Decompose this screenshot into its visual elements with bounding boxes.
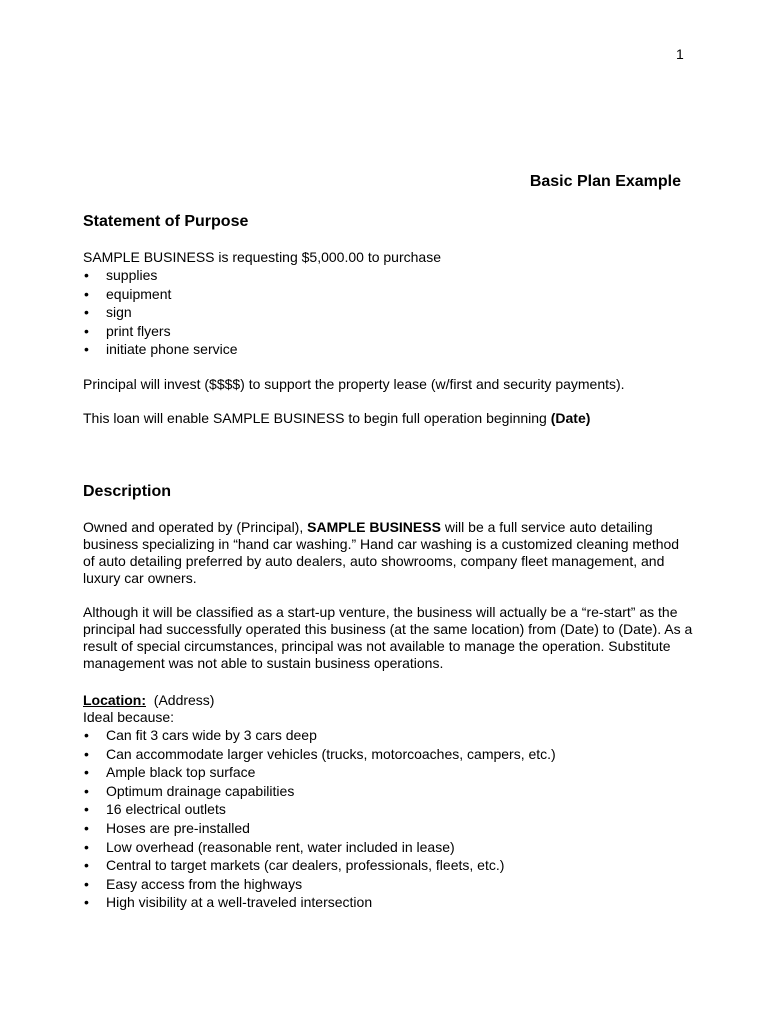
list-item: • print flyers [84,322,171,339]
list-item: • Can fit 3 cars wide by 3 cars deep [84,727,317,743]
list-item: • sign [84,304,132,321]
loan-text: This loan will enable SAMPLE BUSINESS to begin full operation beginning (Date) [83,409,591,426]
bullet-icon: • [84,285,89,302]
location-line [83,692,693,709]
business-name: SAMPLE BUSINESS [307,519,441,535]
bullet-icon: • [84,764,89,781]
purchase-items-list [83,266,693,359]
bullet-icon: • [84,819,89,836]
location-label: Location: [83,692,146,708]
list-item: • Easy access from the highways [84,875,303,892]
list-item: • Can accommodate larger vehicles (trucks, motorcoaches, campers, etc.) [84,745,556,762]
location-benefits-list [83,726,693,912]
description-section [83,482,693,672]
list-item: • supplies [84,267,158,283]
bullet-icon: • [84,341,89,358]
page-number: 1 [676,46,684,62]
description-paragraph-1: Owned and operated by (Principal), SAMPLE BUSINESS will be a full service auto detailing business specializing in “hand car washing.” Hand car washing is a customized cleaning method of auto detailing preferred by auto dealers, auto showrooms, company fleet management, and luxury car owners. [83,519,680,586]
ideal-because-text: Ideal because: [83,709,175,725]
list-item: • Hoses are pre-installed [84,819,250,836]
bullet-icon: • [84,727,89,743]
document-title: Basic Plan Example [529,173,681,190]
list-item: • Central to target markets (car dealers, professionals, fleets, etc.) [84,857,505,874]
list-item: • Ample black top surface [84,764,256,781]
location-section [83,692,693,912]
bullet-icon: • [84,782,89,799]
list-item: • Low overhead (reasonable rent, water included in lease) [84,838,455,855]
bullet-icon: • [84,801,89,818]
description-paragraph-2: Although it will be classified as a start-up venture, the business will actually be a “re-start” as the principal had successfully operated this business (at the same location) from (Date) to (Date). As a result of special circumstances, principal was not available to manage the operation. Substitute management was not able to sustain business operations. [83,604,693,671]
bullet-icon: • [84,894,89,911]
purpose-intro-text: SAMPLE BUSINESS is requesting $5,000.00 to purchase [83,249,441,265]
bullet-icon: • [84,304,89,321]
loan-date: (Date) [550,409,591,426]
bullet-icon: • [84,267,89,283]
list-item: • equipment [84,285,172,302]
list-item: • Optimum drainage capabilities [84,782,295,799]
statement-of-purpose-section [83,212,693,427]
statement-of-purpose-heading: Statement of Purpose [83,213,249,230]
bullet-icon: • [84,322,89,339]
bullet-icon: • [84,875,89,892]
bullet-icon: • [84,857,89,874]
list-item: • initiate phone service [84,341,238,358]
location-address: (Address) [146,692,215,708]
description-heading: Description [83,483,172,500]
bullet-icon: • [84,745,89,762]
list-item: • High visibility at a well-traveled intersection [84,894,373,911]
bullet-icon: • [84,838,89,855]
principal-invest-text: Principal will invest ($$$$) to support the property lease (w/first and security payments). [83,375,625,392]
list-item: • 16 electrical outlets [84,801,226,818]
